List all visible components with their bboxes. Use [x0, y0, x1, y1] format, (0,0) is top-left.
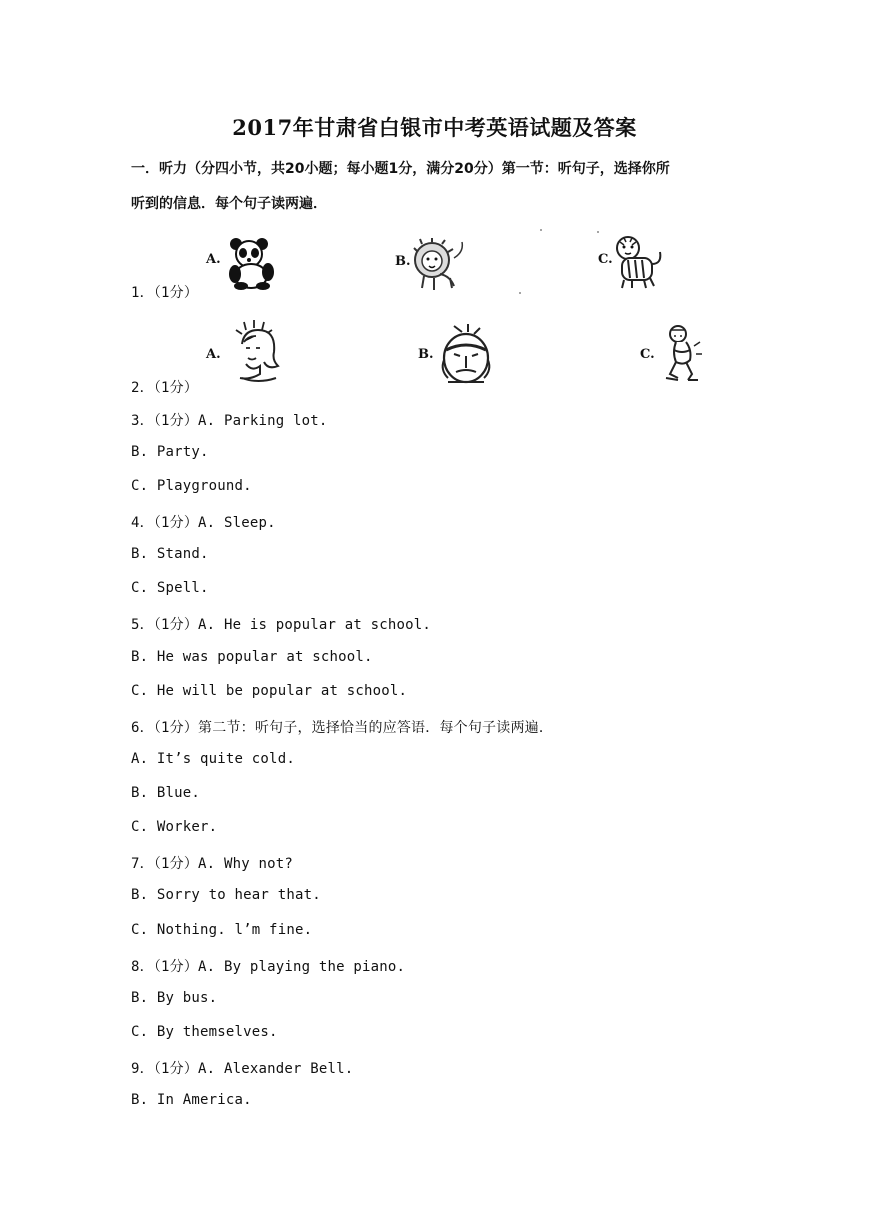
question-line: 8．（1分）A. By playing the piano. [131, 959, 406, 975]
option-line: B. In America. [131, 1092, 252, 1108]
option-line: C. By themselves. [131, 1024, 278, 1040]
question-line: 4．（1分）A. Sleep. [131, 515, 276, 531]
page-title: 2017年甘肃省白银市中考英语试题及答案 [232, 115, 637, 140]
scan-speck [597, 231, 599, 233]
tiger-icon [612, 234, 664, 290]
option-line: C. Playground. [131, 478, 252, 494]
option-line: B. Blue. [131, 785, 201, 801]
option-line: A. It’s quite cold. [131, 751, 295, 767]
option-line: B. Sorry to hear that. [131, 887, 321, 903]
option-line: B. By bus. [131, 990, 218, 1006]
question-line: 7．（1分）A. Why not? [131, 856, 293, 872]
q2-option-a-letter: A. [206, 347, 221, 362]
option-line: C. Nothing. l’m fine. [131, 922, 313, 938]
lion-icon [410, 238, 466, 292]
q1-option-a-letter: A. [206, 252, 221, 267]
q2-option-c-letter: C. [640, 347, 655, 362]
toothache-man-icon [436, 320, 496, 386]
scan-speck [519, 292, 521, 294]
q1-option-b-letter: B. [395, 254, 411, 269]
option-line: C. He will be popular at school. [131, 683, 408, 699]
option-line: C. Spell. [131, 580, 209, 596]
option-line: C. Worker. [131, 819, 218, 835]
section-heading-line-2: 听到的信息．每个句子读两遍． [131, 196, 327, 212]
panda-icon [222, 236, 280, 290]
section-heading-line-1: 一．听力（分四小节，共20小题；每小题1分，满分20分）第一节：听句子，选择你所 [131, 161, 670, 177]
question-line: 6．（1分）第二节：听句子，选择恰当的应答语．每个句子读两遍． [131, 720, 554, 736]
scan-speck [540, 229, 542, 231]
question-line: 9．（1分）A. Alexander Bell. [131, 1061, 354, 1077]
q2-label: 2．（1分） [131, 380, 199, 396]
q1-option-c-letter: C. [598, 252, 613, 267]
option-line: B. Party. [131, 444, 209, 460]
q1-label: 1．（1分） [131, 285, 199, 301]
stomachache-person-icon [658, 324, 704, 386]
q2-option-b-letter: B. [418, 347, 434, 362]
headache-woman-icon [230, 318, 286, 386]
option-line: B. He was popular at school. [131, 649, 373, 665]
option-line: B. Stand. [131, 546, 209, 562]
question-line: 5．（1分）A. He is popular at school. [131, 617, 432, 633]
question-line: 3．（1分）A. Parking lot. [131, 413, 328, 429]
